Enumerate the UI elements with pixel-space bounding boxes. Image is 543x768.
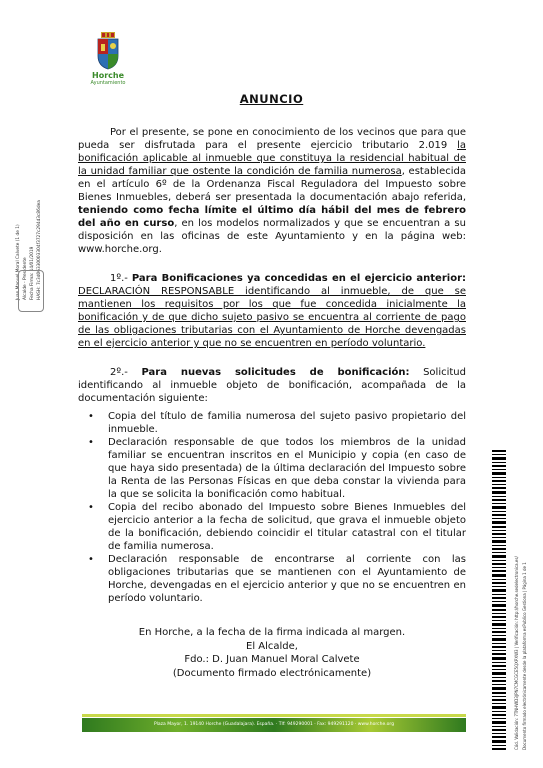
footer-accent-bar <box>82 714 466 717</box>
intro-paragraph: Por el presente, se pone en conocimiento de los vecinos que para que pueda ser disfrutada para el presente ejercicio tributario 2.019 la bonificación aplicable al inmueble que constituya la residencial habitual de la unidad familiar que ostente la condición de familia numerosa, establecida en el artículo 6º de la Ordenanza Fiscal Reguladora del Impuesto sobre Bienes Inmuebles, deberá ser presentada la documentación abajo referida, teniendo como fecha límite el último día hábil del mes de febrero del año en curso, en los modelos normalizados y que se encuentran a su disposición en las oficinas de este Ayuntamiento y en la página web: www.horche.org. <box>78 127 466 255</box>
closing-place: En Horche, a la fecha de la firma indicada al margen. <box>138 627 406 638</box>
list-item: • Declaración responsable de que todos los miembros de la unidad familiar se encuentran inscritos en el Municipio y copia (en caso de que haya sido presentada) de la última declaración del Impuesto sobre la Renta de las Personas Físicas en que deba constar la vivienda para la que se solicita la bonificación como habitual. <box>108 436 466 501</box>
verification-line: Documento firmado electrónicamente desde la plataforma esPublico Gestiona | Página 1 de 1 <box>522 562 527 750</box>
municipal-logo <box>88 32 128 86</box>
signature-line: Fecha Firma: 14/01/2019 <box>30 246 35 300</box>
logo-subtitle: Ayuntamiento <box>90 80 126 86</box>
list-item: • Declaración responsable de encontrarse al corriente con las obligaciones tributarias que se mantienen con el Ayuntamiento de Horche, devengadas en el ejercicio anterior y que no se encuentren en período voluntario. <box>108 553 466 605</box>
signature-line: HASH: 7c3d06330003304f3727c294d3c86dea <box>37 200 42 300</box>
verification-line: Cód. Validación: 7TNHWD3JPN7CMCGCE5QXPXW3 | Verificación: http://horche.sedelectronica.es/ <box>514 556 519 750</box>
closing-note: (Documento firmado electrónicamente) <box>172 667 372 679</box>
coat-of-arms-icon <box>95 32 121 70</box>
section-existing-bonus: 1º.- Para Bonificaciones ya concedidas en el ejercicio anterior: DECLARACIÓN RESPONSABLE identificando al inmueble, de que se mantienen los requisitos por los que fue concedida inicialmente la bonificación y de que dicho sujeto pasivo se encuentra al corriente de pago de las obligaciones tributarias con el Ayuntamiento de Horche devengadas en el ejercicio anterior y que no se encuentren en período voluntario. <box>78 273 467 349</box>
barcode-icon <box>492 450 506 750</box>
page-title: ANUNCIO <box>239 92 304 106</box>
closing-signer: Fdo.: D. Juan Manuel Moral Calvete <box>184 654 360 665</box>
logo-name: Horche <box>92 71 124 80</box>
closing-signature <box>78 626 466 680</box>
document-body <box>78 126 466 605</box>
signature-line: Juan Manuel Moral Calvete (1 de 1) <box>16 224 21 300</box>
section-new-requests: 2º.- Para nuevas solicitudes de bonificación: Solicitud identificando al inmueble objeto de bonificación, acompañada de la documentación siguiente: <box>78 367 466 404</box>
list-item: • Copia del título de familia numerosa del sujeto pasivo propietario del inmueble. <box>108 410 466 436</box>
verification-sidebar <box>510 470 540 750</box>
closing-role: El Alcalde, <box>246 640 298 652</box>
documents-list <box>78 410 466 605</box>
footer-bar: Plaza Mayor, 1. 19140 Horche (Guadalajara). España. · Tlf: 949290001 · Fax: 949291120 · www.horche.org <box>82 718 466 732</box>
signature-stamp-icon <box>18 270 44 312</box>
signature-line: Alcalde - Presidente <box>23 257 28 300</box>
list-item: • Copia del recibo abonado del Impuesto sobre Bienes Inmuebles del ejercicio anterior a la fecha de solicitud, que grava el inmueble objeto de la bonificación, debiendo coincidir el titular catastral con el titular de familia numerosa. <box>108 501 466 553</box>
